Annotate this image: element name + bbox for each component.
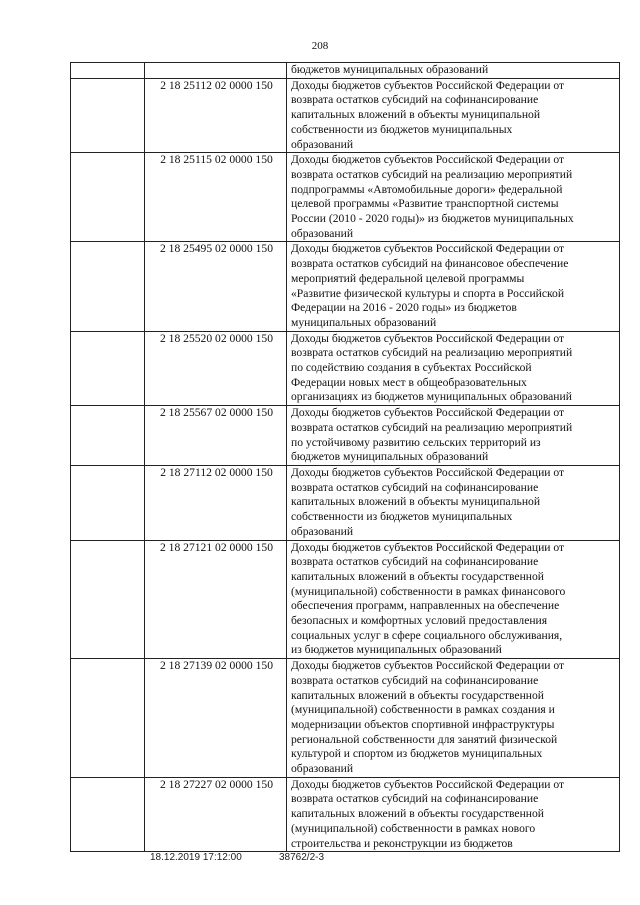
cell-description [287, 153, 620, 242]
description-line: возврата остатков субсидий на софинансирование [291, 480, 539, 494]
description-line: образований [291, 137, 354, 151]
table-row [71, 331, 620, 406]
description-line: собственности из бюджетов муниципальных [291, 122, 513, 136]
description-line: культурой и спортом из бюджетов муниципальных [291, 747, 543, 761]
table-row [71, 659, 620, 778]
description-line: из бюджетов муниципальных образований [291, 643, 502, 657]
description-line: муниципальных образований [291, 315, 437, 329]
cell-budget-code: 2 18 27121 02 0000 150 [145, 540, 287, 659]
cell-admin-code [71, 78, 145, 153]
footer-date: 18.12.2019 17:12:00 [150, 852, 242, 863]
description-line: России (2010 - 2020 годы)» из бюджетов муниципальных [291, 212, 574, 226]
description-line: Доходы бюджетов субъектов Российской Федерации от [291, 777, 565, 791]
description-line: образований [291, 524, 354, 538]
cell-admin-code [71, 242, 145, 331]
description-line: возврата остатков субсидий на реализацию мероприятий [291, 346, 573, 360]
cell-description [287, 331, 620, 406]
cell-budget-code: 2 18 25112 02 0000 150 [145, 78, 287, 153]
description-line: Доходы бюджетов субъектов Российской Федерации от [291, 659, 565, 673]
description-line: по устойчивому развитию сельских территорий из [291, 435, 541, 449]
page-number: 208 [311, 40, 329, 52]
cell-description [287, 78, 620, 153]
description-line: возврата остатков субсидий на софинансирование [291, 792, 539, 806]
description-line: социальных услуг в сфере социального обслуживания, [291, 628, 563, 642]
description-line: (муниципальной) собственности в рамках нового [291, 821, 536, 835]
description-line: капитальных вложений в объекты муниципальной [291, 495, 541, 509]
description-line: возврата остатков субсидий на финансовое обеспечение [291, 257, 569, 271]
description-line: безопасных и комфортных условий предоставления [291, 614, 548, 628]
cell-admin-code [71, 331, 145, 406]
description-line: возврата остатков субсидий на реализацию мероприятий [291, 420, 573, 434]
description-line: образований [291, 762, 354, 776]
table-row [71, 242, 620, 331]
table-body [71, 63, 620, 852]
description-line: возврата остатков субсидий на софинансирование [291, 673, 539, 687]
cell-description [287, 406, 620, 466]
cell-budget-code: 2 18 25495 02 0000 150 [145, 242, 287, 331]
cell-admin-code [71, 465, 145, 540]
description-line: мероприятий федеральной целевой программы [291, 271, 525, 285]
cell-admin-code [71, 153, 145, 242]
cell-budget-code [145, 63, 287, 79]
cell-budget-code: 2 18 25567 02 0000 150 [145, 406, 287, 466]
description-line: возврата остатков субсидий на реализацию мероприятий [291, 167, 573, 181]
description-line: региональной собственности для занятий физической [291, 732, 558, 746]
description-line: капитальных вложений в объекты муниципальной [291, 108, 541, 122]
description-line: возврата остатков субсидий на софинансирование [291, 555, 539, 569]
table-row [71, 78, 620, 153]
cell-description [287, 465, 620, 540]
description-line: капитальных вложений в объекты государственной [291, 688, 544, 702]
description-line: бюджетов муниципальных образований [291, 450, 489, 464]
description-line: возврата остатков субсидий на софинансирование [291, 93, 539, 107]
description-line: строительства и реконструкции из бюджетов [291, 836, 513, 850]
cell-admin-code [71, 63, 145, 79]
table-row [71, 540, 620, 659]
cell-admin-code [71, 659, 145, 778]
budget-classification-table [70, 62, 620, 852]
description-line: собственности из бюджетов муниципальных [291, 510, 513, 524]
cell-admin-code [71, 540, 145, 659]
cell-description [287, 540, 620, 659]
description-line: «Развитие физической культуры и спорта в Российской [291, 286, 565, 300]
cell-budget-code: 2 18 25115 02 0000 150 [145, 153, 287, 242]
cell-description [287, 659, 620, 778]
description-line: обеспечения программ, направленных на обеспечение [291, 599, 560, 613]
cell-description [287, 777, 620, 852]
description-line: (муниципальной) собственности в рамках финансового [291, 584, 566, 598]
description-line: капитальных вложений в объекты государственной [291, 807, 544, 821]
description-line: (муниципальной) собственности в рамках создания и [291, 703, 555, 717]
table-row [71, 777, 620, 852]
cell-admin-code [71, 777, 145, 852]
description-line: Доходы бюджетов субъектов Российской Федерации от [291, 78, 565, 92]
description-line: по содействию создания в субъектах Российской [291, 361, 532, 375]
table-row-continuation [71, 63, 620, 79]
table-row [71, 406, 620, 466]
description-line: Доходы бюджетов субъектов Российской Федерации от [291, 540, 565, 554]
description-line: Доходы бюджетов субъектов Российской Федерации от [291, 465, 565, 479]
description-line: образований [291, 226, 354, 240]
description-line: Федерации новых мест в общеобразовательных [291, 375, 527, 389]
cell-budget-code: 2 18 27227 02 0000 150 [145, 777, 287, 852]
footer-doc-number: 38762/2-3 [279, 852, 325, 863]
description-line: Доходы бюджетов субъектов Российской Федерации от [291, 406, 565, 420]
cell-admin-code [71, 406, 145, 466]
cell-description: бюджетов муниципальных образований [287, 63, 620, 79]
cell-description [287, 242, 620, 331]
table-row [71, 465, 620, 540]
description-line: Доходы бюджетов субъектов Российской Федерации от [291, 331, 565, 345]
description-line: модернизации объектов спортивной инфраструктуры [291, 717, 555, 731]
cell-budget-code: 2 18 27139 02 0000 150 [145, 659, 287, 778]
description-line: капитальных вложений в объекты государственной [291, 569, 544, 583]
table-row [71, 153, 620, 242]
description-line: Федерации на 2016 - 2020 годы» из бюджетов [291, 301, 517, 315]
description-line: Доходы бюджетов субъектов Российской Федерации от [291, 153, 565, 167]
description-line: целевой программы «Развитие транспортной системы [291, 197, 559, 211]
cell-budget-code: 2 18 25520 02 0000 150 [145, 331, 287, 406]
cell-budget-code: 2 18 27112 02 0000 150 [145, 465, 287, 540]
description-line: Доходы бюджетов субъектов Российской Федерации от [291, 242, 565, 256]
description-line: организациях из бюджетов муниципальных образований [291, 390, 572, 404]
description-line: подпрограммы «Автомобильные дороги» федеральной [291, 182, 563, 196]
